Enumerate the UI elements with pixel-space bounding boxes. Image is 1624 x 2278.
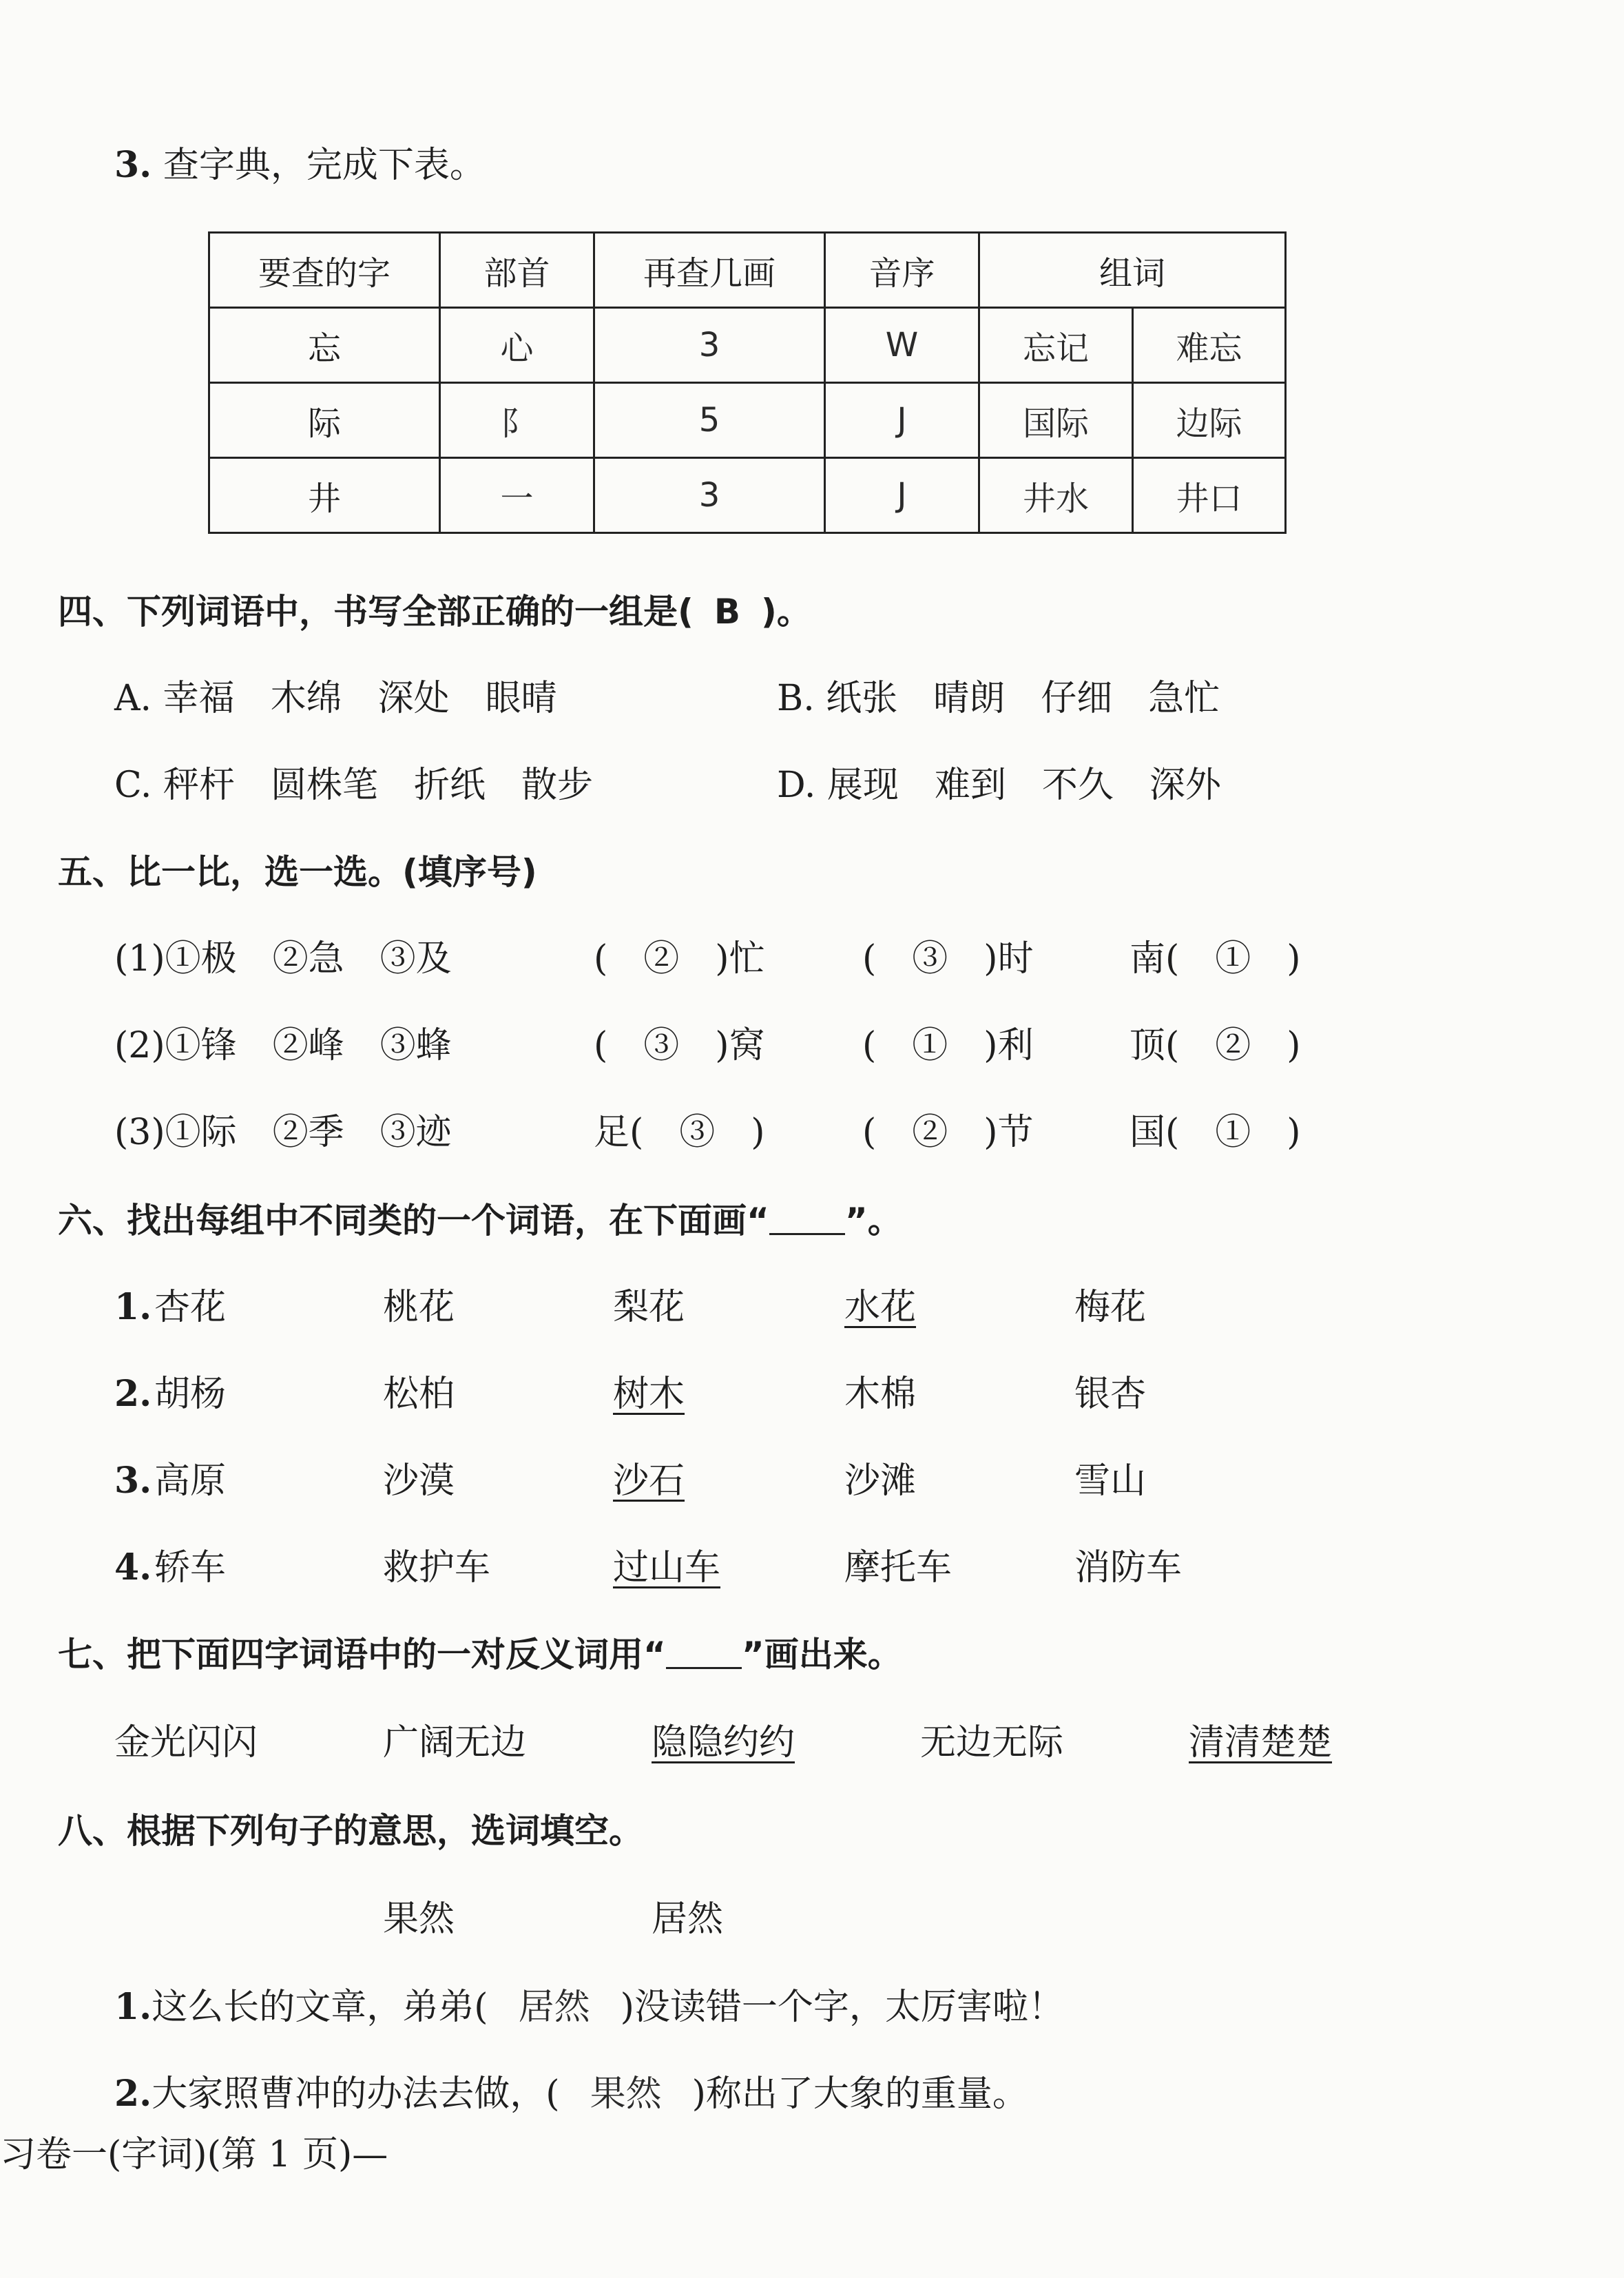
- idiom-underlined: 隐隐约约: [652, 1722, 795, 1763]
- table-row: [209, 383, 1286, 458]
- option-words: 幸福 木绵 深处 眼晴: [163, 678, 557, 719]
- section-4-title: [58, 591, 811, 632]
- group-number: 1.: [114, 1286, 152, 1328]
- cell-word: 边际: [1133, 383, 1286, 458]
- section-6-title-text: 六、找出每组中不同类的一个词语，在下面画“: [58, 1201, 769, 1241]
- section-8-title: 八、根据下列句子的意思，选词填空。: [58, 1811, 643, 1851]
- cell-word: 井水: [979, 458, 1133, 533]
- dictionary-table: [208, 231, 1287, 534]
- option-label: C.: [114, 765, 152, 806]
- section-7-title-text: 七、把下面四字词语中的一对反义词用“: [58, 1635, 666, 1675]
- idiom-underlined: 清清楚楚: [1189, 1722, 1333, 1763]
- compare-blank: ( ① )利: [862, 1025, 1034, 1066]
- group-word: 救护车: [383, 1547, 491, 1588]
- table-header-row: [209, 233, 1286, 308]
- q3-heading: [114, 145, 486, 186]
- compare-group: (3)①际 ②季 ③迹: [114, 1112, 452, 1153]
- option-c: [114, 765, 593, 806]
- odd-word-underlined: 过山车: [613, 1547, 721, 1588]
- cell-char: 忘: [209, 308, 440, 383]
- header-radical: 部首: [440, 233, 594, 308]
- header-initial: 音序: [825, 233, 979, 308]
- odd-word-underlined: 树木: [613, 1374, 685, 1415]
- cell-radical: 心: [440, 308, 594, 383]
- group-word: 梅花: [1074, 1287, 1147, 1328]
- cell-strokes: 3: [594, 308, 825, 383]
- compare-blank: 顶( ② ): [1129, 1025, 1301, 1066]
- sentence-answer: 果然: [590, 2073, 662, 2115]
- header-strokes: 再查几画: [594, 233, 825, 308]
- group-number: 3.: [114, 1460, 152, 1502]
- section-7-title: [58, 1634, 902, 1675]
- cell-radical: 阝: [440, 383, 594, 458]
- group-word: 杏花: [154, 1287, 227, 1328]
- group-word: 木棉: [844, 1374, 917, 1415]
- option-a: [114, 678, 557, 719]
- sentence-start: 这么长的文章，弟弟(: [152, 1987, 488, 2028]
- group-word: 高原: [154, 1460, 227, 1502]
- sentence-answer: 居然: [518, 1987, 590, 2028]
- page-footer: 习卷一(字词)(第 1 页)—: [0, 2134, 388, 2175]
- compare-blank: 南( ① ): [1129, 938, 1301, 980]
- group-word: 银杏: [1074, 1374, 1147, 1415]
- cell-strokes: 3: [594, 458, 825, 533]
- idiom: 金光闪闪: [114, 1722, 258, 1763]
- group-word: 沙滩: [844, 1460, 917, 1502]
- cell-initial: J: [825, 383, 979, 458]
- section-4-answer: B: [714, 592, 740, 632]
- cell-char: 井: [209, 458, 440, 533]
- option-words: 秤杆 圆株笔 折纸 散步: [163, 765, 594, 806]
- compare-blank: 国( ① ): [1129, 1112, 1301, 1153]
- cell-strokes: 5: [594, 383, 825, 458]
- q3-number: 3.: [114, 144, 152, 186]
- sentence-start: 大家照曹冲的办法去做，(: [152, 2073, 560, 2115]
- section-6-title-end: ”。: [844, 1201, 902, 1241]
- option-words: 展现 难到 不久 深外: [826, 765, 1221, 806]
- cell-char: 际: [209, 383, 440, 458]
- group-word: 雪山: [1074, 1460, 1147, 1502]
- underline-blank: [769, 1205, 845, 1235]
- option-words: 纸张 晴朗 仔细 急忙: [826, 678, 1220, 719]
- compare-blank: ( ③ )窝: [594, 1025, 765, 1066]
- group-number: 2.: [114, 1373, 152, 1415]
- section-4-title-text: 四、下列词语中，书写全部正确的一组是(: [58, 592, 694, 632]
- odd-word-underlined: 水花: [844, 1287, 917, 1328]
- compare-blank: ( ② )忙: [594, 938, 765, 980]
- group-word: 桃花: [383, 1287, 455, 1328]
- cell-word: 国际: [979, 383, 1133, 458]
- cell-radical: 一: [440, 458, 594, 533]
- header-char: 要查的字: [209, 233, 440, 308]
- header-words: 组词: [979, 233, 1286, 308]
- option-label: D.: [777, 765, 816, 806]
- group-word: 轿车: [154, 1547, 227, 1588]
- compare-group: (1)①极 ②急 ③及: [114, 938, 452, 980]
- sentence-end: )称出了大象的重量。: [691, 2073, 1028, 2115]
- cell-word: 井口: [1133, 458, 1286, 533]
- fill-sentence: [114, 2073, 1028, 2115]
- word-choice: 居然: [652, 1898, 724, 1940]
- group-number: 4.: [114, 1546, 152, 1588]
- cell-initial: J: [825, 458, 979, 533]
- cell-initial: W: [825, 308, 979, 383]
- compare-blank: ( ③ )时: [862, 938, 1034, 980]
- group-word: 胡杨: [154, 1374, 227, 1415]
- group-word: 松柏: [383, 1374, 455, 1415]
- compare-group: (2)①锋 ②峰 ③蜂: [114, 1025, 452, 1066]
- section-5-title: 五、比一比，选一选。(填序号): [58, 852, 537, 892]
- fill-sentence: [114, 1987, 1064, 2028]
- option-label: A.: [114, 678, 152, 719]
- sentence-number: 2.: [114, 2073, 152, 2115]
- idiom: 广阔无边: [383, 1722, 527, 1763]
- table-row: [209, 308, 1286, 383]
- cell-word: 忘记: [979, 308, 1133, 383]
- cell-word: 难忘: [1133, 308, 1286, 383]
- group-word: 沙漠: [383, 1460, 455, 1502]
- group-word: 摩托车: [844, 1547, 952, 1588]
- compare-blank: ( ② )节: [862, 1112, 1034, 1153]
- group-word: 消防车: [1074, 1547, 1183, 1588]
- option-d: [777, 765, 1221, 806]
- idiom: 无边无际: [920, 1722, 1064, 1763]
- sentence-number: 1.: [114, 1986, 152, 2028]
- underline-blank: [666, 1639, 742, 1669]
- group-word: 梨花: [613, 1287, 685, 1328]
- sentence-end: )没读错一个字，太厉害啦！: [620, 1987, 1064, 2028]
- table-row: [209, 458, 1286, 533]
- q3-text: 查字典，完成下表。: [163, 145, 486, 186]
- section-6-title: [58, 1200, 902, 1241]
- option-label: B.: [777, 678, 815, 719]
- odd-word-underlined: 沙石: [613, 1460, 685, 1502]
- word-choice: 果然: [383, 1898, 455, 1940]
- section-4-title-end: )。: [760, 592, 811, 632]
- section-7-title-end: ”画出来。: [741, 1635, 902, 1675]
- compare-blank: 足( ③ ): [594, 1112, 765, 1153]
- option-b: [777, 678, 1220, 719]
